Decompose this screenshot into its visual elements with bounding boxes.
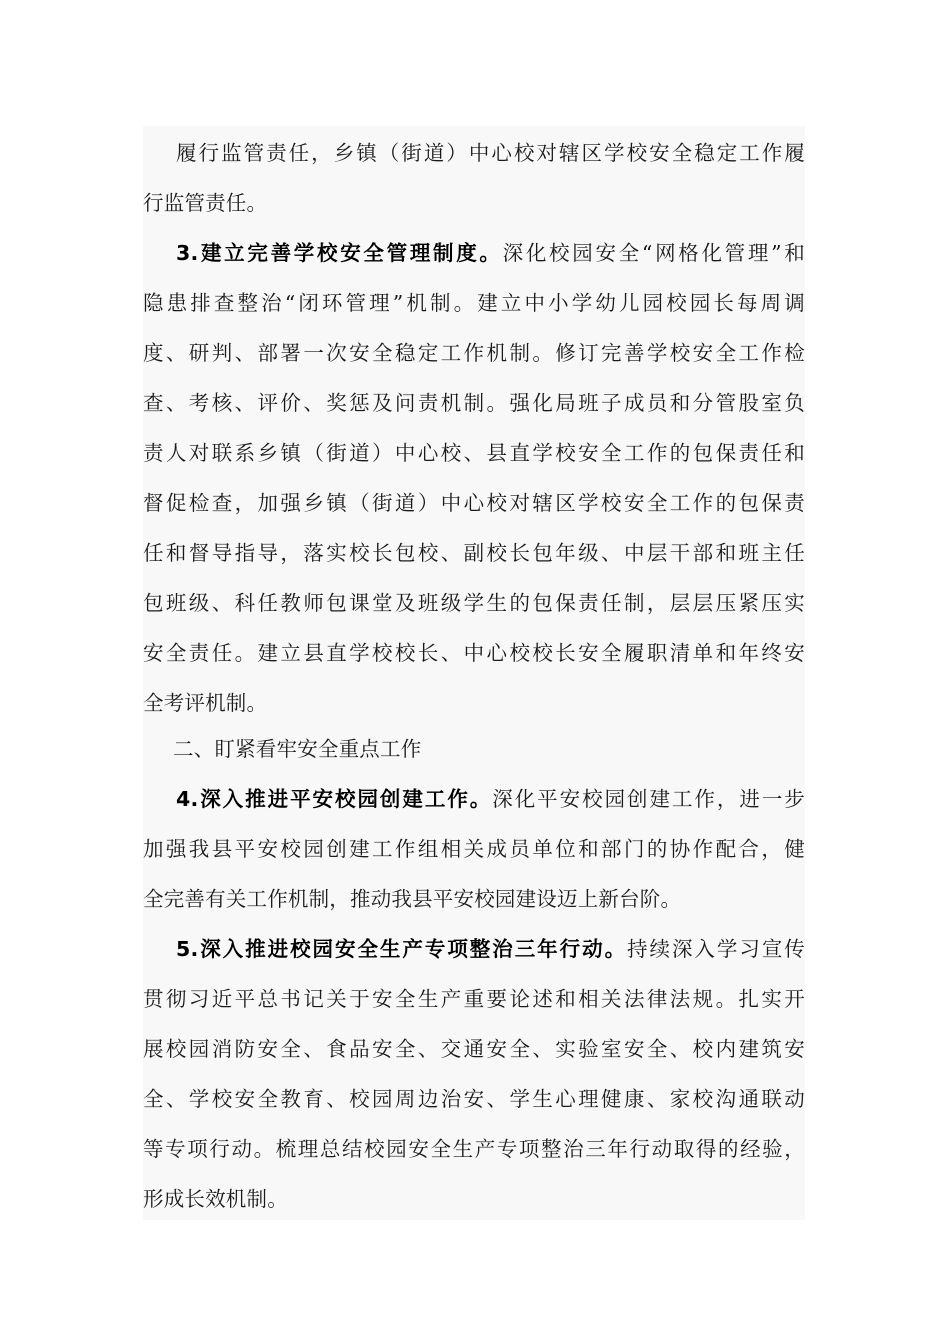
bold-lead-heading: 3.建立完善学校安全管理制度。 — [176, 241, 503, 265]
text-line: 安全责任。建立县直学校校长、中心校校长安全履职清单和年终安 — [143, 641, 805, 665]
text-line: 贯彻习近平总书记关于安全生产重要论述和相关法律法规。扎实开 — [143, 987, 805, 1011]
text-line: 度、研判、部署一次安全稳定工作机制。修订完善学校安全工作检 — [143, 341, 805, 365]
text-line: 全考评机制。 — [143, 691, 268, 715]
text-line: 履行监管责任，乡镇（街道）中心校对辖区学校安全稳定工作履 — [176, 141, 805, 165]
text-line: 全、学校安全教育、校园周边治安、学生心理健康、家校沟通联动 — [143, 1087, 805, 1111]
paragraph-continuation — [143, 128, 805, 228]
text-line: 包班级、科任教师包课堂及班级学生的包保责任制，层层压紧压实 — [143, 591, 805, 615]
text-line: 查、考核、评价、奖惩及问责机制。强化局班子成员和分管股室负 — [143, 391, 805, 415]
first-line-rest: 深化平安校园创建工作，进一步 — [492, 787, 805, 811]
text-line: 行监管责任。 — [143, 191, 268, 215]
section-heading — [143, 724, 805, 774]
paragraph-first-line — [143, 924, 805, 974]
paragraph-3 — [143, 228, 805, 728]
paragraph-first-line — [143, 774, 805, 824]
text-line: 任和督导指导，落实校长包校、副校长包年级、中层干部和班主任 — [143, 541, 805, 565]
text-line: 督促检查，加强乡镇（街道）中心校对辖区学校安全工作的包保责 — [143, 491, 805, 515]
text-line: 展校园消防安全、食品安全、交通安全、实验室安全、校内建筑安 — [143, 1037, 805, 1061]
paragraph-first-line — [143, 228, 805, 278]
text-line: 责人对联系乡镇（街道）中心校、县直学校安全工作的包保责任和 — [143, 441, 805, 465]
text-line: 加强我县平安校园创建工作组相关成员单位和部门的协作配合，健 — [143, 837, 805, 861]
bold-lead-heading: 4.深入推进平安校园创建工作。 — [176, 787, 493, 811]
document-body — [143, 126, 805, 1220]
paragraph-5 — [143, 924, 805, 1224]
bold-lead-heading: 5.深入推进校园安全生产专项整治三年行动。 — [176, 937, 628, 961]
text-line: 形成长效机制。 — [143, 1187, 288, 1211]
text-line: 等专项行动。梳理总结校园安全生产专项整治三年行动取得的经验， — [143, 1137, 805, 1161]
text-line: 隐患排查整治“闭环管理”机制。建立中小学幼儿园校园长每周调 — [143, 291, 805, 315]
section-2-heading: 二、盯紧看牢安全重点工作 — [173, 737, 422, 761]
first-line-rest: 持续深入学习宣传 — [627, 937, 805, 961]
text-line: 全完善有关工作机制，推动我县平安校园建设迈上新台阶。 — [143, 887, 682, 911]
paragraph-4 — [143, 774, 805, 924]
first-line-rest: 深化校园安全“网格化管理”和 — [502, 241, 805, 265]
